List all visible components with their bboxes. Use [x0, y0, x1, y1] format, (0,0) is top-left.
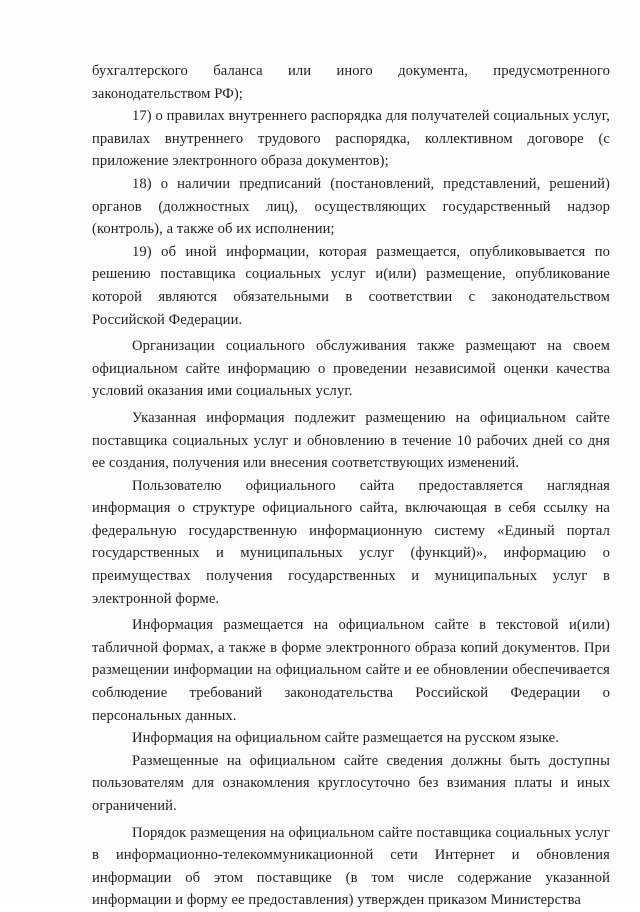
document-body	[92, 60, 610, 912]
paragraph-availability: Размещенные на официальном сайте сведения должны быть доступны пользователям для ознакомления круглосуточно без взимания платы и иных ограничений.	[92, 752, 610, 814]
paragraph-item-19: 19) об иной информации, которая размещается, опубликовывается по решению поставщика социальных услуг и(или) размещение, опубликование которой являются обязательными в соответствии с законодательством Российской Федерации.	[92, 243, 610, 328]
paragraph-independent-assessment: Организации социального обслуживания также размещают на своем официальном сайте информацию о проведении независимой оценки качества условий оказания ими социальных услуг.	[92, 338, 610, 400]
paragraph-formats: Информация размещается на официальном сайте в текстовой и(или) табличной формах, а также в форме электронного образа копий документов. При размещении информации на официальном сайте и ее обновлении обеспечивается соблюдение требований законодательства Российской Федерации о персональных данных.	[92, 617, 610, 724]
paragraph-language: Информация на официальном сайте размещается на русском языке.	[132, 730, 560, 747]
paragraph-continuation: бухгалтерского баланса или иного документа, предусмотренного законодательством РФ);	[92, 63, 610, 102]
paragraph-item-17: 17) о правилах внутреннего распорядка для получателей социальных услуг, правилах внутреннего трудового распорядка, коллективном договоре (с приложение электронного образа документов);	[92, 108, 610, 170]
paragraph-order: Порядок размещения на официальном сайте поставщика социальных услуг в информационно-телекоммуникационной сети Интернет и обновления информации об этом поставщике (в том числе содержание указанной информации и форму ее предоставления) утвержден приказом Министерства	[92, 824, 610, 909]
paragraph-item-18: 18) о наличии предписаний (постановлений, представлений, решений) органов (должностных лиц), осуществляющих государственный надзор (контроль), а также об их исполнении;	[92, 175, 610, 238]
paragraph-update-deadline: Указанная информация подлежит размещению на официальном сайте поставщика социальных услуг и обновлению в течение 10 рабочих дней со дня ее создания, получения или внесения соответствующих изменений.	[92, 409, 610, 472]
paragraph-site-structure: Пользователю официального сайта предоставляется наглядная информация о структуре официального сайта, включающая в себя ссылку на федеральную государственную информационную систему «Единый портал государственных и муниципальных услуг (функций)», информацию о преимуществах получения государственных и муниципальных услуг в электронной форме.	[92, 477, 610, 607]
